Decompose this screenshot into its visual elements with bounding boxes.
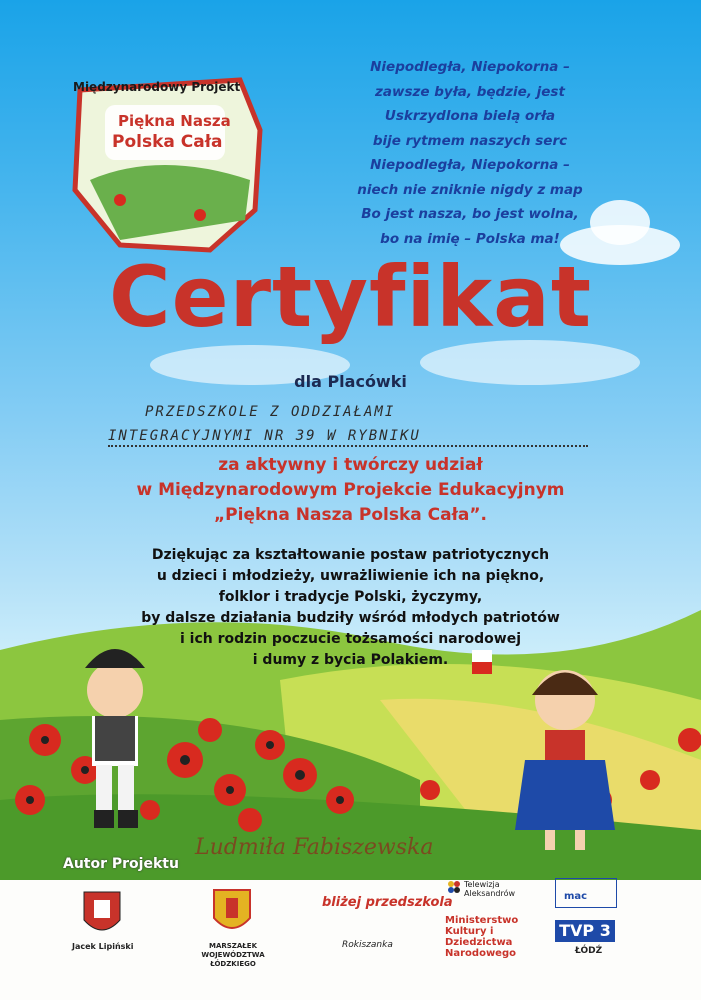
thanks-line: Dziękując za kształtowanie postaw patriotycznych — [151, 547, 550, 563]
for-label: dla Placówki — [294, 372, 407, 391]
poem-line: Uskrzydlona bielą orła — [384, 108, 556, 124]
sponsor-tv-aleksandrow: Telewizja Aleksandrów — [464, 880, 516, 898]
award-text — [0, 453, 701, 528]
poem-line: bije rytmem naszych serc — [372, 132, 568, 149]
sponsor-lodz: ŁÓDŹ — [575, 946, 603, 956]
city-crest-icon — [82, 890, 122, 940]
poem-line: bo na imię – Polska ma! — [380, 230, 560, 247]
sponsor-jacek: Jacek Lipiński — [72, 942, 134, 951]
thanks-text — [0, 545, 701, 671]
poem-line: niech nie zniknie nigdy z map — [357, 181, 583, 198]
logo-name-line2: Polska Cała — [112, 132, 223, 152]
voivodeship-crest-icon — [212, 888, 252, 938]
thanks-line: i ich rodzin poczucie tożsamości narodowej — [179, 631, 522, 647]
poem-line: zawsze była, będzie, jest — [375, 83, 565, 100]
mac-label: mac — [564, 891, 588, 902]
sponsor-marszalek: MARSZAŁEK WOJEWÓDZTWA ŁÓDZKIEGO — [201, 942, 265, 968]
award-line: za aktywny i twórczy udział — [218, 455, 483, 475]
sponsor-bp: bliżej przedszkola — [322, 895, 453, 910]
sponsor-tvp3: TVP 3 — [555, 920, 615, 942]
thanks-line: folklor i tradycje Polski, życzymy, — [218, 589, 483, 605]
logo-name-line1: Piękna Nasza — [118, 112, 231, 130]
signature: Ludmiła Fabiszewska — [195, 835, 434, 860]
award-line: w Międzynarodowym Projekcie Edukacyjnym — [136, 480, 565, 500]
poem-line: Niepodległa, Niepokorna – — [370, 59, 570, 75]
thanks-line: by dalsze działania budziły wśród młodych patriotów — [141, 610, 560, 626]
recipient-line2: INTEGRACYJNYMI NR 39 W RYBNIKU — [108, 428, 588, 447]
logo-project-label: Międzynarodowy Projekt — [73, 80, 241, 94]
certificate-title: Certyfikat — [109, 248, 592, 346]
poem-line: Niepodległa, Niepokorna – — [370, 157, 570, 173]
poem-line: Bo jest nasza, bo jest wolna, — [361, 206, 579, 222]
poem — [300, 55, 640, 251]
tv-aleksandrow-icon — [447, 880, 461, 894]
sponsor-mac — [555, 878, 617, 908]
thanks-line: i dumy z bycia Polakiem. — [252, 652, 449, 668]
thanks-line: u dzieci i młodzieży, uwrażliwienie ich na piękno, — [156, 568, 545, 584]
award-line: „Piękna Nasza Polska Cała”. — [213, 505, 488, 525]
author-label: Autor Projektu — [63, 856, 179, 872]
sponsor-rokiszanka: Rokiszanka — [342, 940, 393, 950]
recipient-line1: PRZEDSZKOLE Z ODDZIAŁAMI — [145, 404, 396, 420]
sponsor-ministry: Ministerstwo Kultury i Dziedzictwa Narodowego — [445, 915, 519, 959]
